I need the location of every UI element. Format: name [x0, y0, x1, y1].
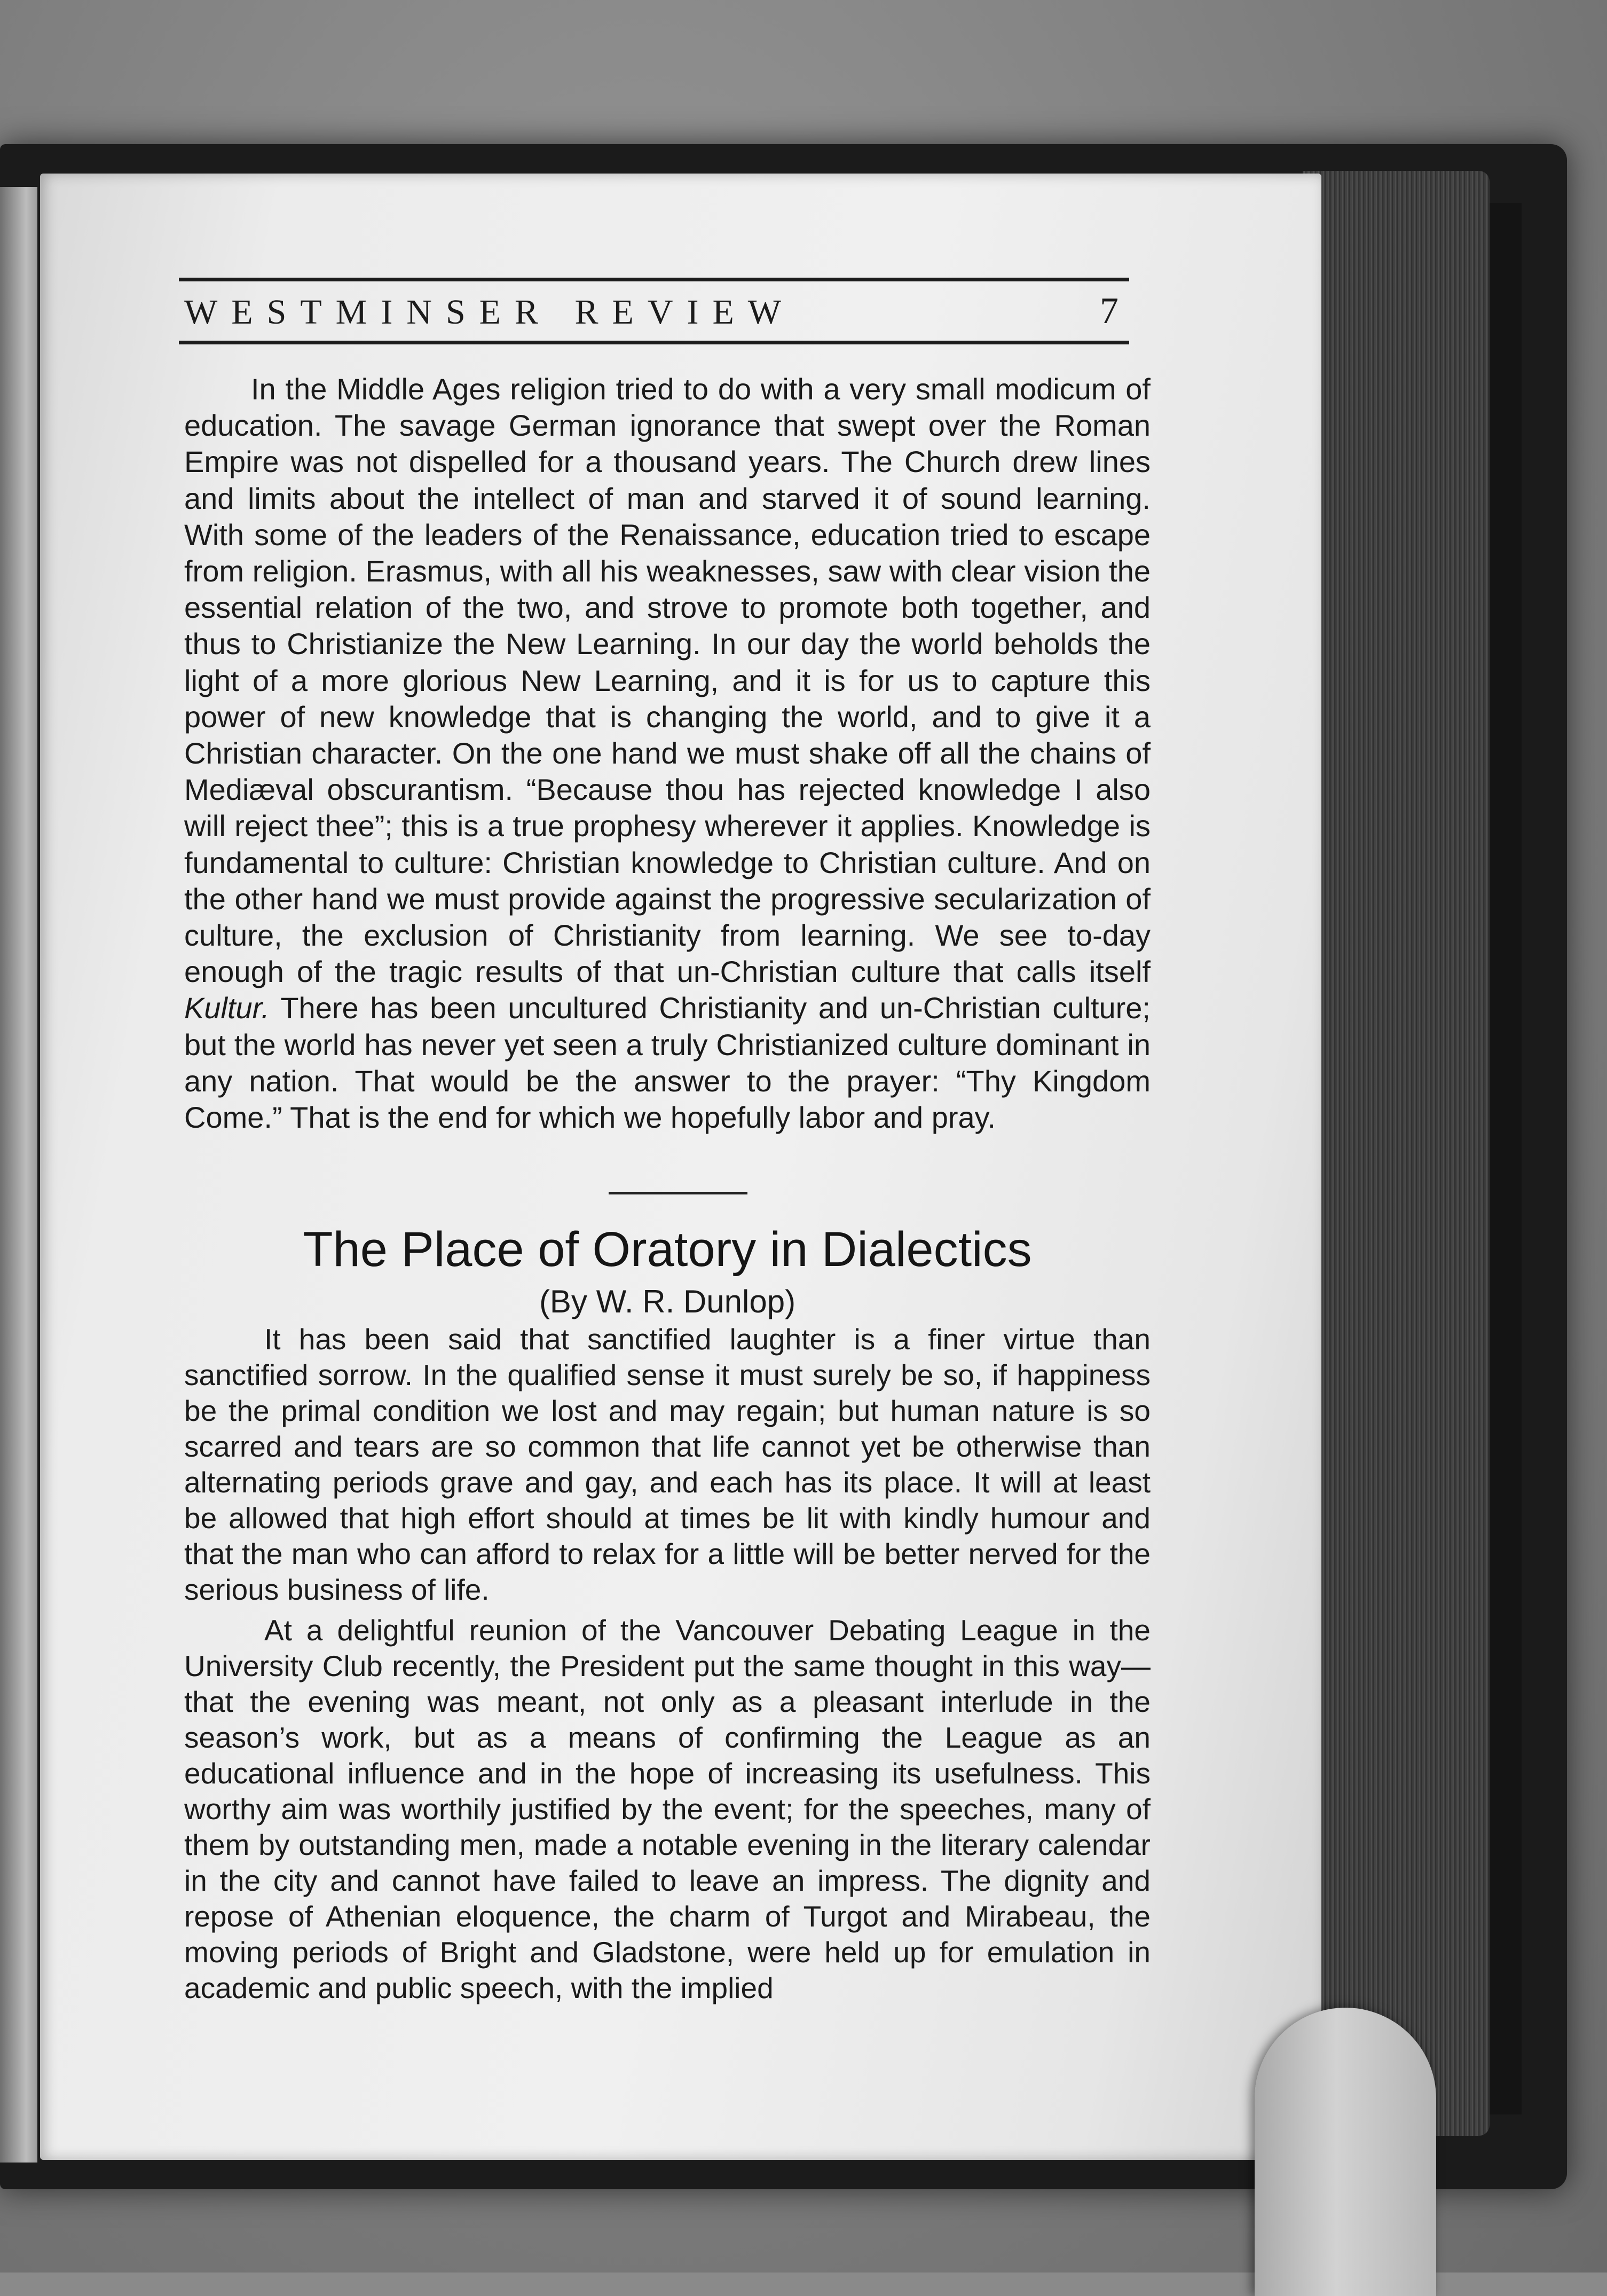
- running-head: [179, 278, 1129, 347]
- page-number: 7: [1100, 290, 1118, 332]
- italic-word-kultur: Kultur.: [184, 991, 270, 1025]
- wooden-page-holder: [1255, 2008, 1436, 2296]
- article-byline: (By W. R. Dunlop): [539, 1284, 796, 1319]
- book-spine-edge: [1490, 203, 1522, 2114]
- paragraph-middle-ages: [184, 371, 1151, 1136]
- section-divider: [609, 1192, 747, 1194]
- paragraph-text-continued: There has been uncultured Christianity and un-Christian culture; but the world has never yet seen a truly Christianized culture dominant in any nation. That would be the answer to the prayer: “Thy Kingdom Come.” That is the end for which we hopefully labor and pray.: [184, 991, 1151, 1135]
- paragraph-sanctified-laughter: It has been said that sanctified laughter is a finer virtue than sanctified sorrow. In the qualified sense it must surely be so, if happiness be the primal condition we lost and may regain; but human nature is so scarred and tears are so common that life cannot yet be otherwise than alternating periods grave and gay, and each has its place. It will at least be allowed that high effort should at times be lit with kindly humour and that the man who can afford to relax for a little will be better nerved for the serious business of life.: [184, 1323, 1151, 1606]
- previous-page-edge: [0, 187, 37, 2163]
- paragraph-debating-league: At a delightful reunion of the Vancouver Debating League in the University Club recently, the President put the same thought in this way—that the evening was meant, not only as a pleasant interlude in the season’s work, but as a means of confirming the League as an educational influence and in the hope of increasing its usefulness. This worthy aim was worthily justified by the event; for the speeches, many of them by outstanding men, made a notable evening in the literary calendar in the city and cannot have failed to leave an impress. The dignity and repose of Athenian eloquence, the charm of Turgot and Mirabeau, the moving periods of Bright and Gladstone, were held up for emulation in academic and public speech, with the implied: [184, 1614, 1151, 2004]
- paragraph-text: In the Middle Ages religion tried to do with a very small modicum of education. The savage German ignorance that swept over the Roman Empire was not dispelled for a thousand years. The Church drew lines and limits about the intellect of man and starved it of sound learning. With some of the leaders of the Renaissance, education tried to escape from religion. Erasmus, with all his weaknesses, saw with clear vision the essential relation of the two, and strove to promote both together, and thus to Christianize the New Learning. In our day the world beholds the light of a more glorious New Learning, and it is for us to capture this power of new knowledge that is changing the world, and to give it a Christian character. On the one hand we must shake off all the chains of Mediæval obscurantism. “Because thou has rejected knowledge I also will reject thee”; this is a true prophesy wherever it applies. Knowledge is fundamental to culture: Christian knowledge to Christian culture. And on the other hand we must provide against the progressive secularization of culture, the exclusion of Christianity from learning. We see to-day enough of the tragic results of that un-Christian culture that calls itself: [184, 372, 1151, 989]
- journal-name: WESTMINSER REVIEW: [184, 293, 795, 332]
- page-stack-edges: [1303, 171, 1490, 2136]
- header-rule-bottom: [179, 341, 1129, 344]
- article-title: The Place of Oratory in Dialectics: [303, 1222, 1032, 1277]
- header-rule-top: [179, 278, 1129, 281]
